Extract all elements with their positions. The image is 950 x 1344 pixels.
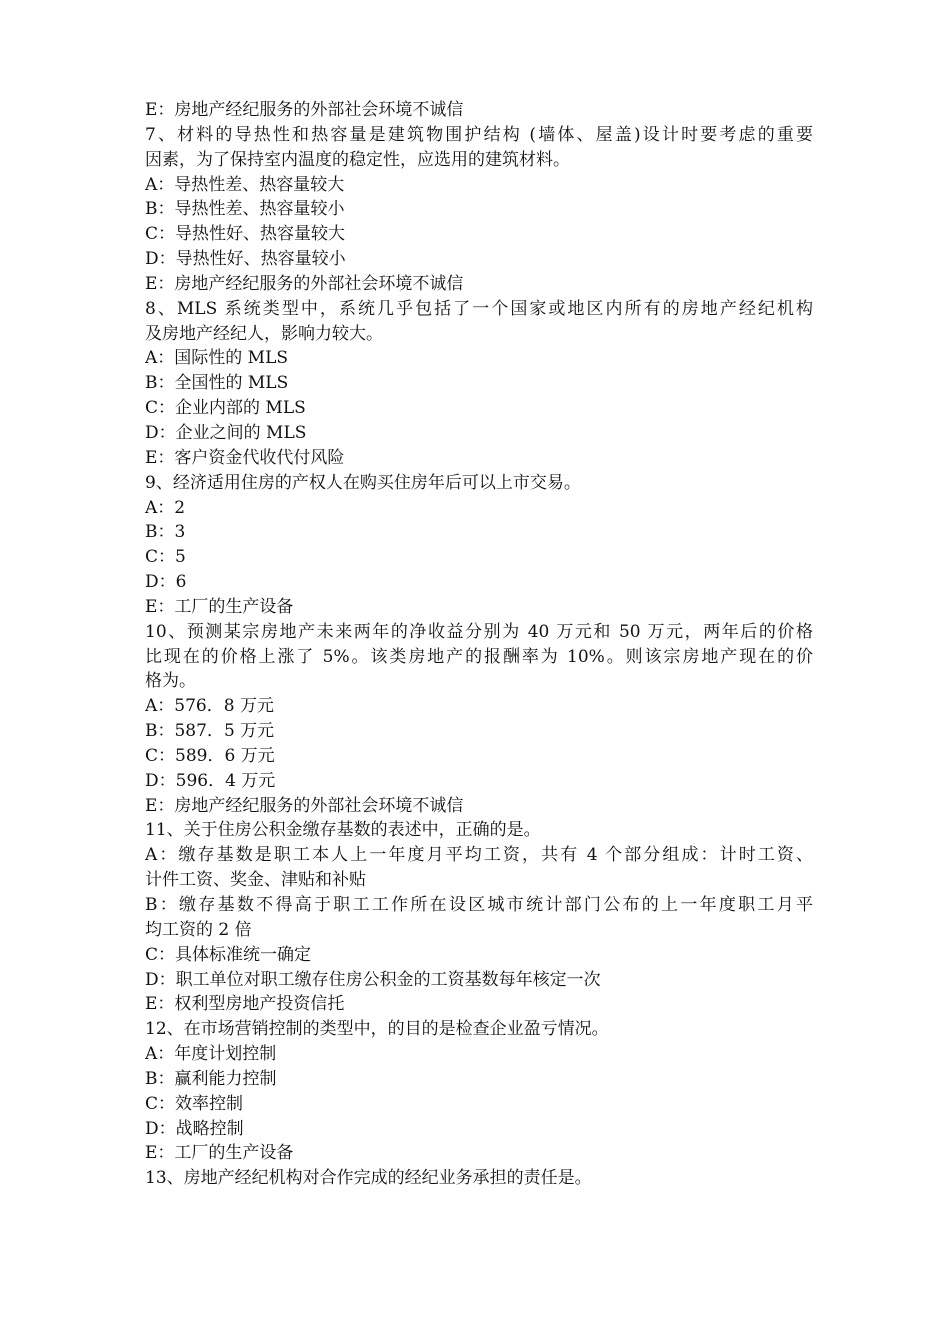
- option-line: A：576．8 万元: [145, 696, 274, 717]
- option-line: D：导热性好、热容量较小: [145, 249, 346, 270]
- option-line: E：工厂的生产设备: [145, 596, 294, 617]
- option-line: A：导热性差、热容量较大: [145, 174, 345, 195]
- question-line: 8、MLS 系统类型中，系统几乎包括了一个国家或地区内所有的房地产经纪机构: [145, 298, 813, 319]
- option-line: E：房地产经纪服务的外部社会环境不诚信: [145, 273, 464, 294]
- option-line: C：589．6 万元: [145, 745, 275, 766]
- option-line: B：全国性的 MLS: [145, 373, 289, 394]
- option-line: A：缴存基数是职工本人上一年度月平均工资，共有 4 个部分组成：计时工资、: [145, 845, 813, 866]
- option-line: E：房地产经纪服务的外部社会环境不诚信: [145, 100, 464, 120]
- option-line: E：客户资金代收代付风险: [145, 447, 345, 468]
- question-line: 因素，为了保持室内温度的稳定性，应选用的建筑材料。: [145, 149, 570, 170]
- option-line: D：企业之间的 MLS: [145, 422, 307, 443]
- option-line: C：具体标准统一确定: [145, 944, 312, 965]
- option-line: B：3: [145, 522, 186, 543]
- question-line: 11、关于住房公积金缴存基数的表述中，正确的是。: [145, 820, 541, 841]
- question-line: 10、预测某宗房地产未来两年的净收益分别为 40 万元和 50 万元，两年后的价格: [145, 621, 813, 642]
- option-line: D：战略控制: [145, 1118, 244, 1139]
- question-line: 比现在的价格上涨了 5%。该类房地产的报酬率为 10%。则该宗房地产现在的价: [145, 646, 813, 667]
- option-line: 均工资的 2 倍: [145, 919, 252, 940]
- option-line: E：工厂的生产设备: [145, 1143, 294, 1164]
- question-line: 9、经济适用住房的产权人在购买住房年后可以上市交易。: [145, 472, 581, 493]
- option-line: A：2: [145, 497, 186, 518]
- option-line: A：年度计划控制: [145, 1044, 277, 1065]
- option-line: E：权利型房地产投资信托: [145, 994, 345, 1015]
- option-line: E：房地产经纪服务的外部社会环境不诚信: [145, 795, 464, 816]
- question-line: 7、材料的导热性和热容量是建筑物围护结构 (墙体、屋盖)设计时要考虑的重要: [145, 124, 813, 145]
- option-line: B：缴存基数不得高于职工工作所在设区城市统计部门公布的上一年度职工月平: [145, 895, 813, 915]
- option-line: D：6: [145, 572, 187, 593]
- document-body: [145, 98, 813, 1191]
- option-line: B：587．5 万元: [145, 721, 275, 742]
- option-line: D：职工单位对职工缴存住房公积金的工资基数每年核定一次: [145, 969, 601, 990]
- question-line: 格为。: [145, 671, 196, 692]
- option-line: C：效率控制: [145, 1093, 244, 1114]
- option-line: C：导热性好、热容量较大: [145, 224, 346, 245]
- question-line: 12、在市场营销控制的类型中，的目的是检查企业盈亏情况。: [145, 1019, 609, 1040]
- option-line: B：赢利能力控制: [145, 1068, 277, 1089]
- option-line: C：企业内部的 MLS: [145, 398, 306, 419]
- option-line: B：导热性差、热容量较小: [145, 199, 345, 220]
- option-line: C：5: [145, 547, 186, 568]
- option-line: A：国际性的 MLS: [145, 348, 289, 369]
- question-line: 及房地产经纪人，影响力较大。: [145, 323, 383, 344]
- question-line: 13、房地产经纪机构对合作完成的经纪业务承担的责任是。: [145, 1168, 592, 1189]
- option-line: 计件工资、奖金、津贴和补贴: [145, 870, 366, 891]
- option-line: D：596．4 万元: [145, 770, 276, 791]
